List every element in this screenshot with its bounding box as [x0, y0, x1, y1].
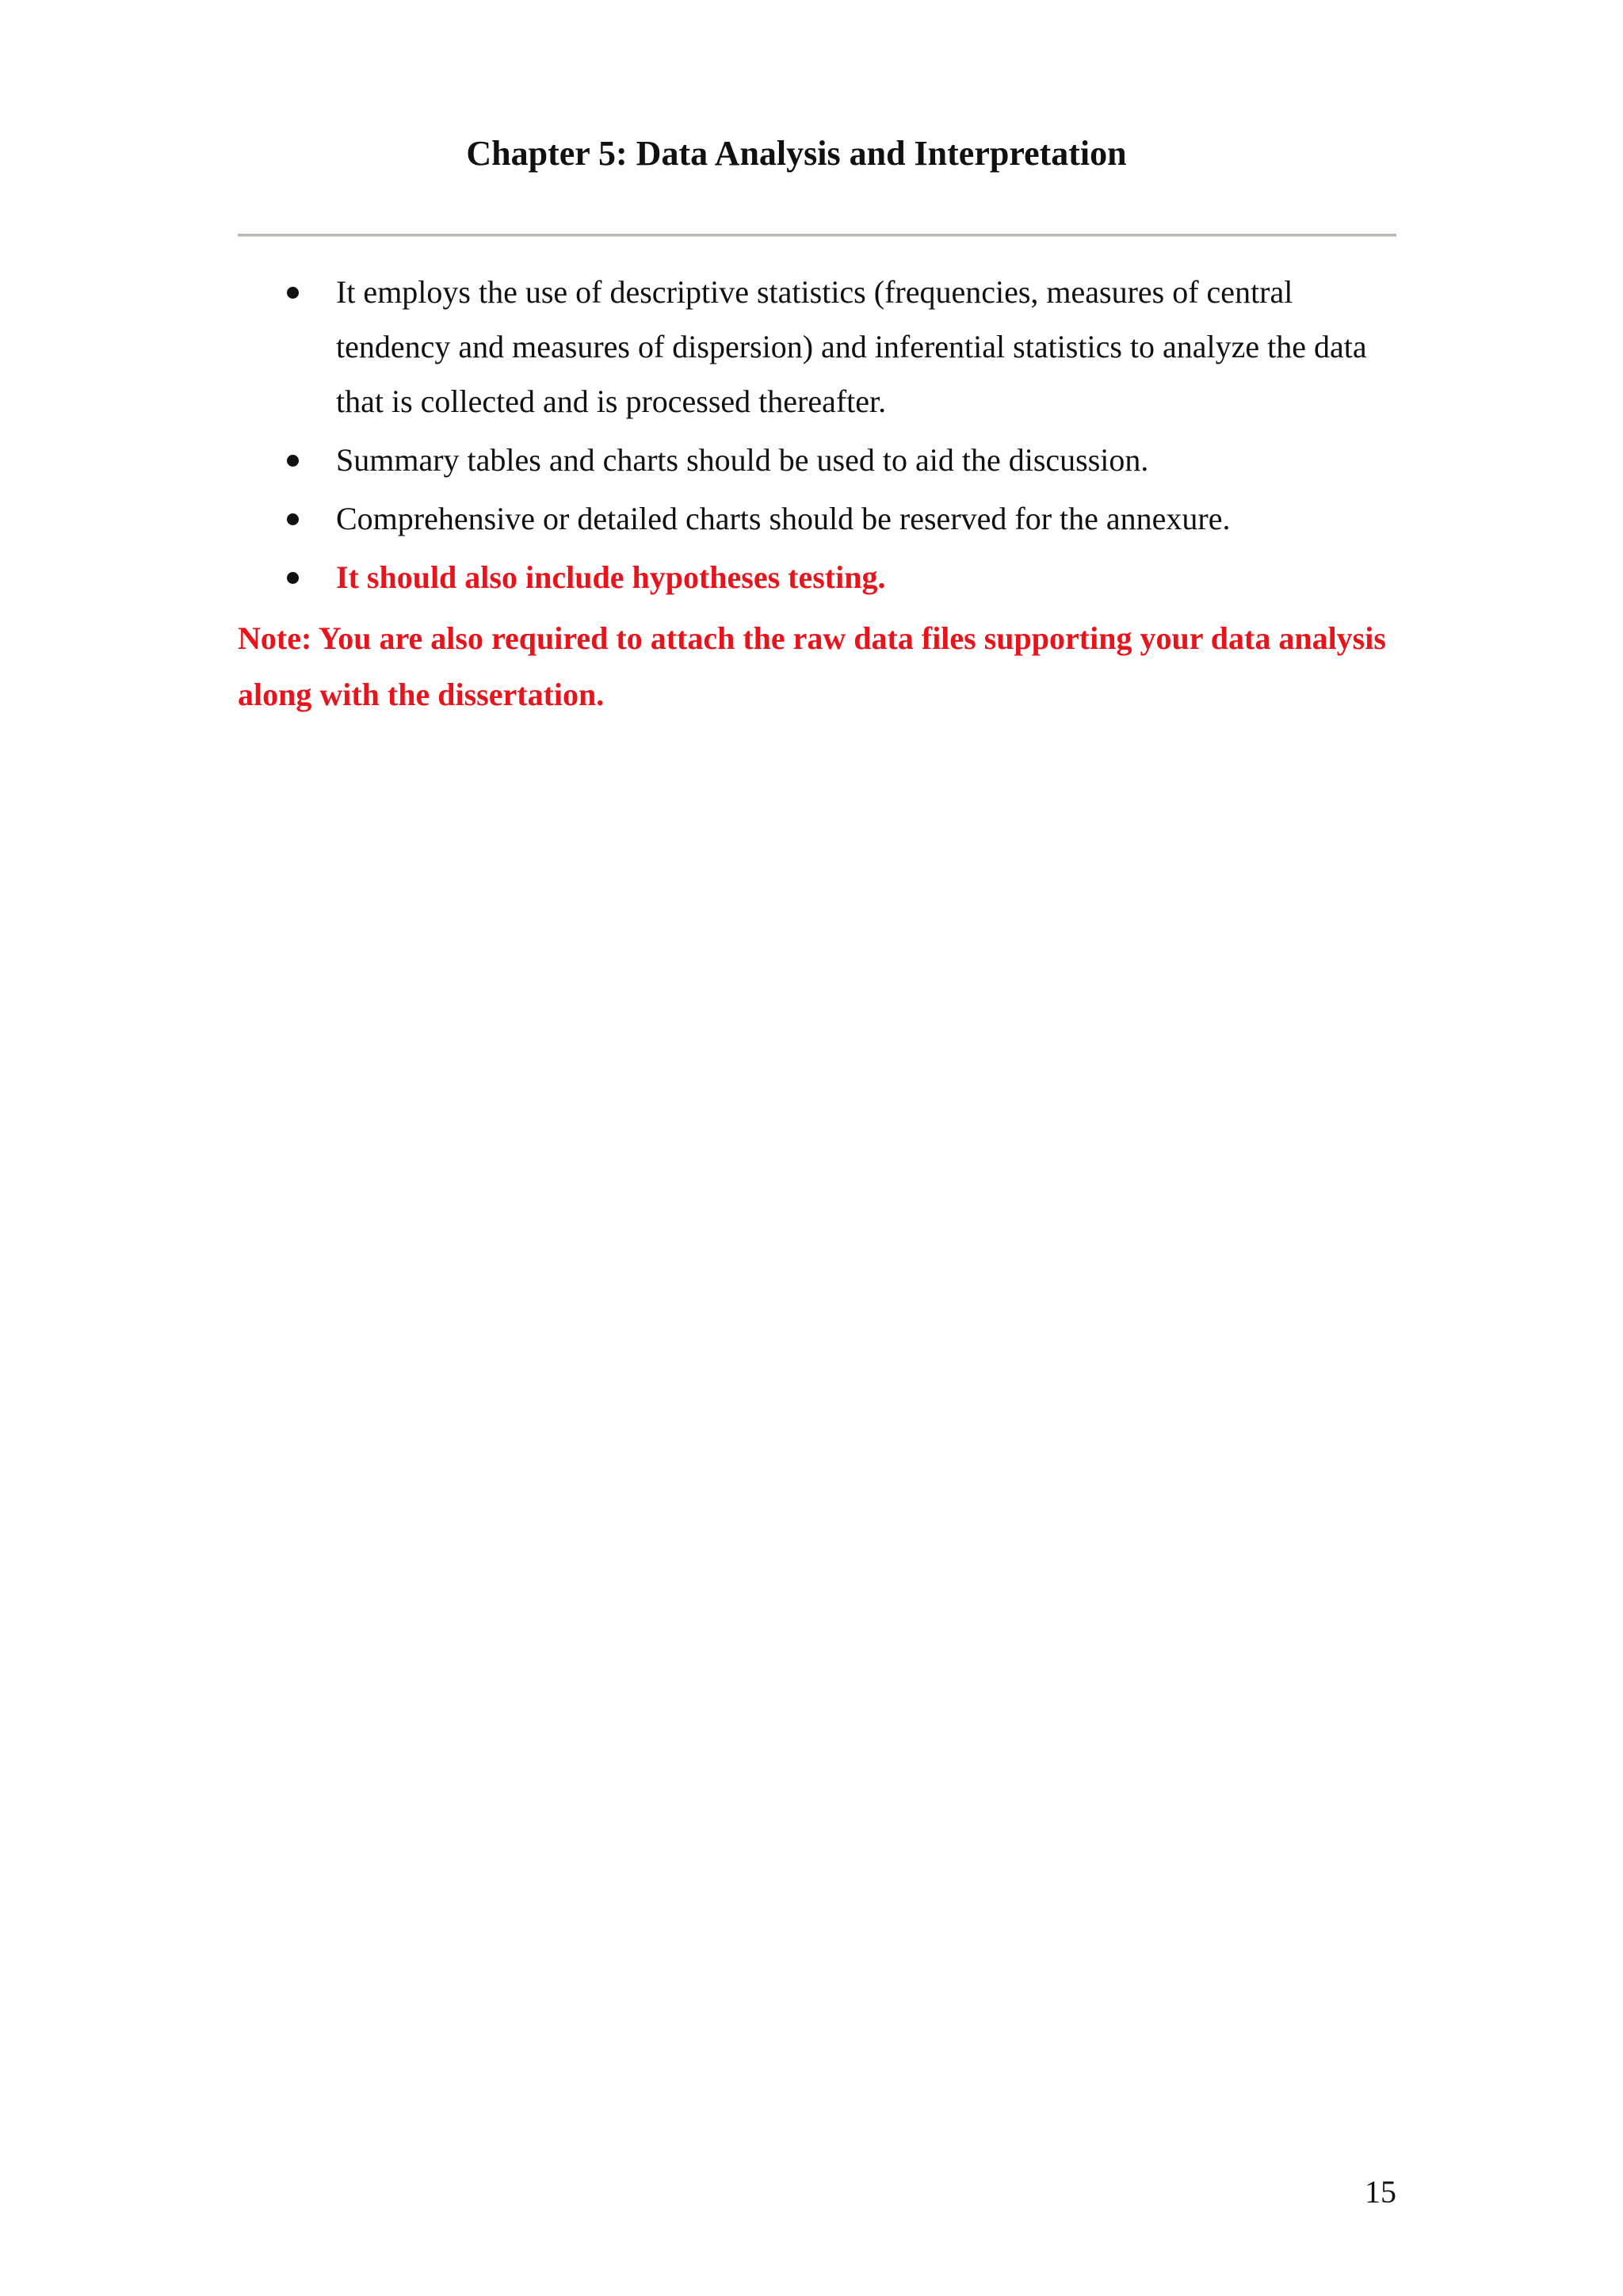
- page-number: 15: [1365, 2174, 1396, 2210]
- list-item: [238, 265, 1396, 429]
- list-item: [238, 491, 1396, 546]
- list-item-text: It should also include hypotheses testing.: [336, 559, 886, 595]
- page-title: Chapter 5: Data Analysis and Interpretation: [466, 134, 1127, 173]
- header-divider: [238, 234, 1396, 237]
- bullet-icon: [287, 455, 299, 467]
- note-paragraph: Note: You are also required to attach the raw data files supporting your data analysis along with the dissertation.: [238, 620, 1386, 712]
- bullet-icon: [287, 287, 299, 299]
- list-item-text: Comprehensive or detailed charts should be reserved for the annexure.: [336, 501, 1231, 536]
- bullet-list: [238, 265, 1396, 608]
- list-item-text: Summary tables and charts should be used to aid the discussion.: [336, 442, 1149, 478]
- list-item-emphasis: [238, 550, 1396, 605]
- list-item: [238, 433, 1396, 487]
- list-item-text: It employs the use of descriptive statistics (frequencies, measures of central tendency and measures of dispersion) and inferential statistics to analyze the data that is collected and is processed thereafter.: [336, 274, 1367, 419]
- bullet-icon: [287, 572, 299, 584]
- bullet-icon: [287, 513, 299, 525]
